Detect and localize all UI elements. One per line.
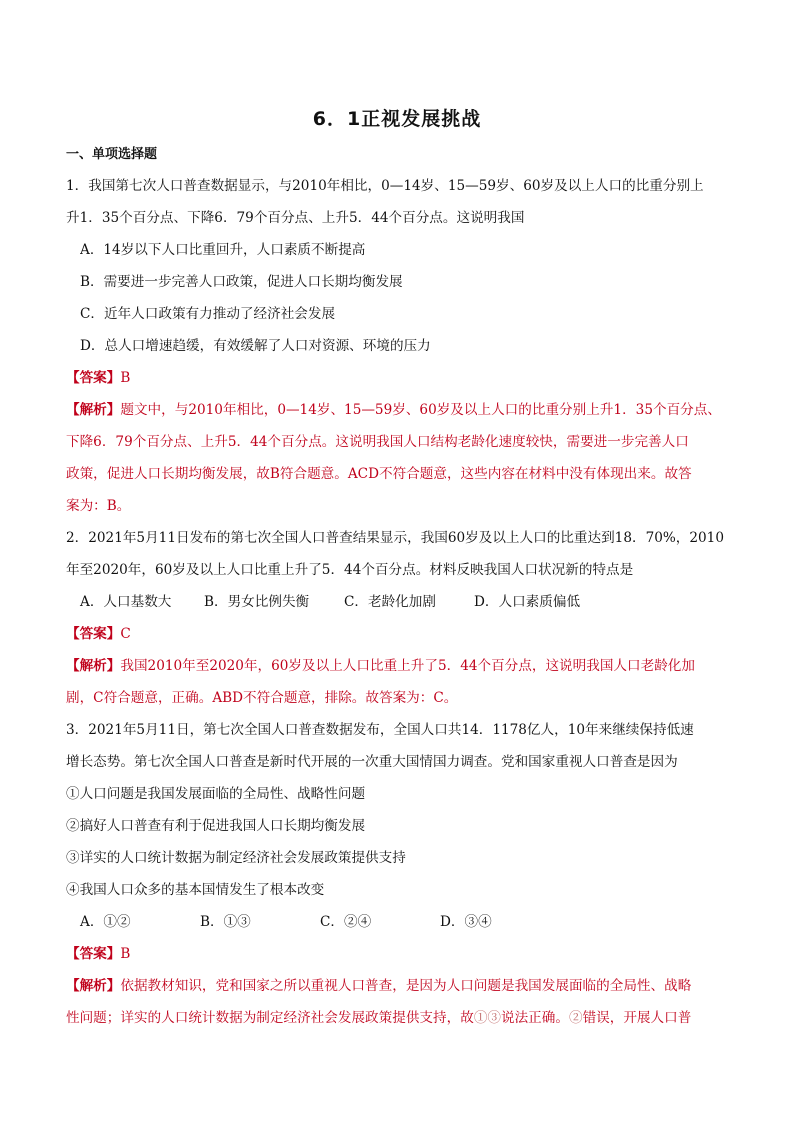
- q1-stem-line-1: 1．我国第七次人口普查数据显示，与2010年相比，0—14岁、15—59岁、60岁及以上人口的比重分别上: [66, 178, 704, 194]
- q2-options-row: [80, 592, 730, 612]
- q2-analysis-label: 【解析】: [66, 658, 121, 674]
- q1-stem-line-2: 升1．35个百分点、下降6．79个百分点、上升5．44个百分点。这说明我国: [66, 210, 525, 226]
- q1-analysis-text-1: 题文中，与2010年相比，0—14岁、15—59岁、60岁及以上人口的比重分别上升1．35个百分点、: [120, 402, 721, 418]
- q1-answer-label: 【答案】: [66, 370, 121, 386]
- q3-analysis-mark-1: ①③: [473, 1010, 501, 1026]
- q2-answer-label: 【答案】: [66, 626, 121, 642]
- q3-analysis-text-1: 依据教材知识，党和国家之所以重视人口普查，是因为人口问题是我国发展面临的全局性、战略: [120, 978, 692, 994]
- q3-option-c: C．②④: [320, 914, 372, 930]
- q2-answer: [66, 624, 730, 644]
- q1-analysis-line-1: [66, 400, 730, 420]
- section-heading: 一、单项选择题: [66, 147, 158, 162]
- q3-analysis-mark-2: ②: [568, 1010, 583, 1026]
- q2-answer-value: C: [120, 626, 131, 642]
- q1-option-b: B．需要进一步完善人口政策，促进人口长期均衡发展: [80, 274, 403, 290]
- q3-option-d: D．③④: [440, 914, 492, 930]
- q3-analysis-text-2c: 错误，开展人口普: [582, 1010, 692, 1026]
- q2-analysis-text-1: 我国2010年至2020年，60岁及以上人口比重上升了5．44个百分点，这说明我国人口老龄化加: [120, 658, 695, 674]
- q2-option-d: D．人口素质偏低: [474, 594, 581, 610]
- q3-answer-label: 【答案】: [66, 946, 121, 962]
- q3-analysis-text-2b: 说法正确。: [501, 1010, 569, 1026]
- q3-statement-4: ④我国人口众多的基本国情发生了根本改变: [66, 882, 325, 898]
- q1-option-c: C．近年人口政策有力推动了经济社会发展: [80, 306, 336, 322]
- q3-stem-line-2: 增长态势。第七次全国人口普查是新时代开展的一次重大国情国力调查。党和国家重视人口普查是因为: [66, 754, 678, 770]
- q2-stem-line-2: 年至2020年，60岁及以上人口比重上升了5．44个百分点。材料反映我国人口状况新的特点是: [66, 562, 634, 578]
- q2-option-c: C．老龄化加剧: [344, 594, 436, 610]
- q3-options-row: [80, 912, 730, 932]
- q3-stem-line-1: 3．2021年5月11日，第七次全国人口普查数据发布，全国人口共14．1178亿人，10年来继续保持低速: [66, 722, 694, 738]
- q3-statement-1: ①人口问题是我国发展面临的全局性、战略性问题: [66, 786, 366, 802]
- q3-analysis-line-2: [66, 1008, 730, 1028]
- q1-analysis-label: 【解析】: [66, 402, 121, 418]
- q2-stem-line-1: 2．2021年5月11日发布的第七次全国人口普查结果显示，我国60岁及以上人口的比重达到18．70%，2010: [66, 530, 724, 546]
- q1-analysis-line-2: 下降6．79个百分点、上升5．44个百分点。这说明我国人口结构老龄化速度较快，需要进一步完善人口: [66, 434, 689, 450]
- q1-option-a: A．14岁以下人口比重回升，人口素质不断提高: [80, 242, 366, 258]
- q3-option-a: A．①②: [80, 914, 131, 930]
- q2-analysis-line-1: [66, 656, 730, 676]
- q3-analysis-label: 【解析】: [66, 978, 121, 994]
- q1-option-d: D．总人口增速趋缓，有效缓解了人口对资源、环境的压力: [80, 338, 431, 354]
- q3-statement-3: ③详实的人口统计数据为制定经济社会发展政策提供支持: [66, 850, 406, 866]
- q3-answer-value: B: [120, 946, 131, 962]
- q2-option-b: B．男女比例失衡: [204, 594, 310, 610]
- q1-answer-value: B: [120, 370, 131, 386]
- q3-answer: [66, 944, 730, 964]
- q1-analysis-line-4: 案为：B。: [66, 498, 131, 514]
- q2-analysis-line-2: 剧，C符合题意，正确。ABD不符合题意，排除。故答案为：C。: [66, 690, 458, 706]
- q1-analysis-line-3: 政策，促进人口长期均衡发展，故B符合题意。ACD不符合题意，这些内容在材料中没有体现出来。故答: [66, 466, 692, 482]
- q3-option-b: B．①③: [200, 914, 251, 930]
- q1-answer: [66, 368, 730, 388]
- q3-analysis-text-2a: 性问题；详实的人口统计数据为制定经济社会发展政策提供支持，故: [66, 1010, 474, 1026]
- q3-statement-2: ②搞好人口普查有利于促进我国人口长期均衡发展: [66, 818, 366, 834]
- page-title: 6．1正视发展挑战: [312, 108, 482, 130]
- q2-option-a: A．人口基数大: [80, 594, 172, 610]
- q3-analysis-line-1: [66, 976, 730, 996]
